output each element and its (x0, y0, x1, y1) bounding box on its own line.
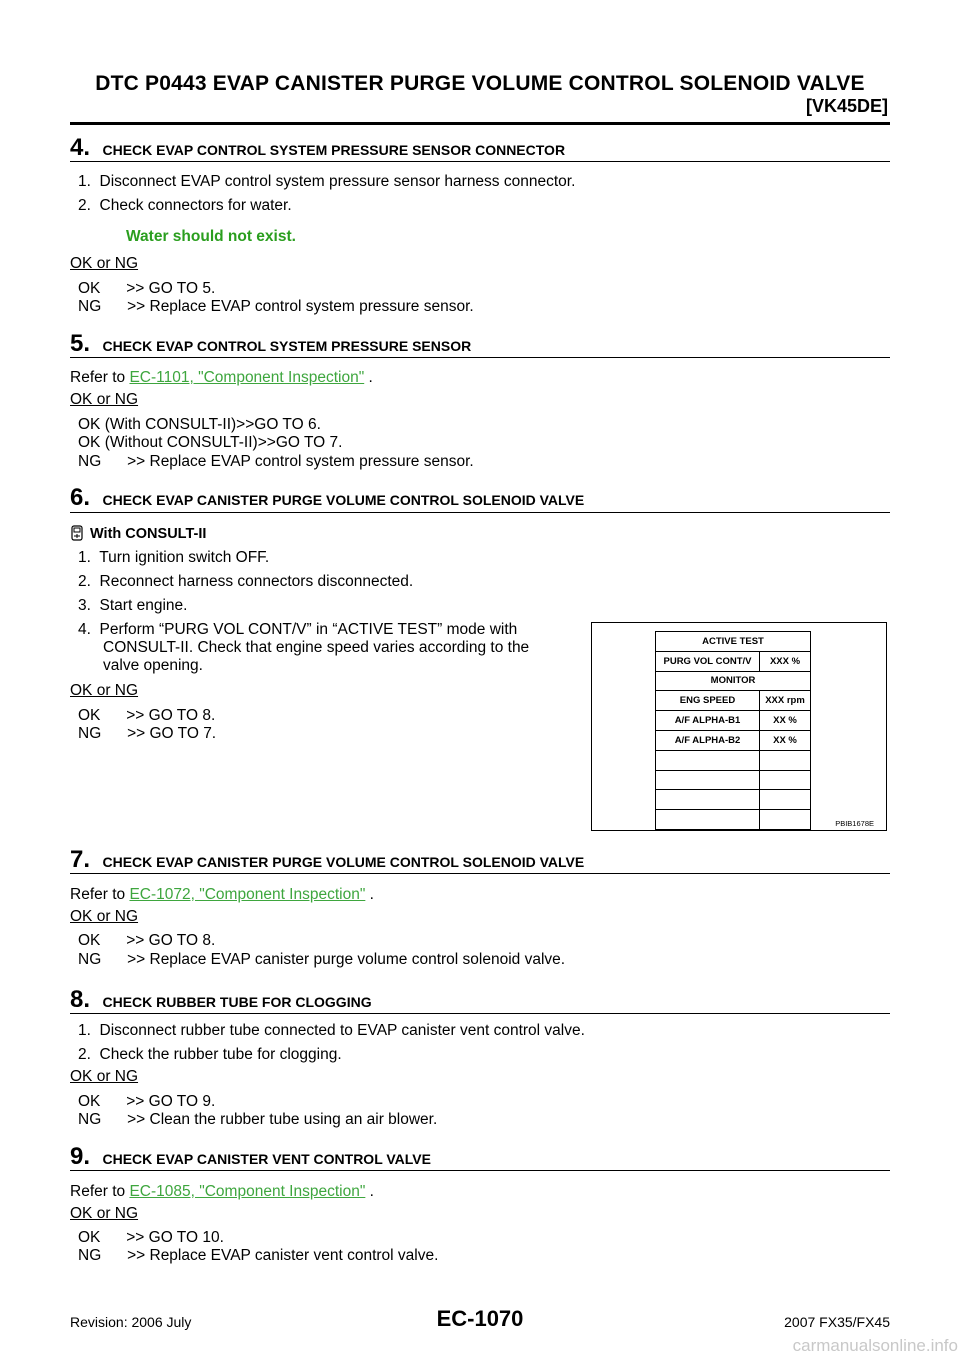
step-4-heading (70, 134, 565, 162)
result-ok: OK (With CONSULT-II)>>GO TO 6. (78, 416, 321, 433)
step-title: CHECK EVAP CONTROL SYSTEM PRESSURE SENSOR CONNECTOR (102, 142, 566, 158)
refer-prefix: Refer to (70, 886, 130, 903)
ok-ng-label: OK or NG (70, 391, 139, 408)
result-ng: NG >> GO TO 7. (78, 725, 217, 742)
step-number: 5. (70, 330, 91, 357)
component-inspection-link[interactable]: EC-1101, "Component Inspection" (129, 369, 365, 386)
refer-line (70, 369, 373, 387)
revision-label: Revision: 2006 July (70, 1314, 192, 1330)
purg-label: PURG VOL CONT/V (656, 651, 760, 671)
refer-line (70, 886, 374, 904)
step-number: 8. (70, 986, 91, 1013)
result-ok: OK (Without CONSULT-II)>>GO TO 7. (78, 434, 343, 451)
result-ng: NG >> Replace EVAP canister vent control valve. (78, 1247, 439, 1264)
empty-cell (760, 810, 811, 830)
ok-ng-label: OK or NG (70, 1068, 139, 1085)
step-6-heading (70, 484, 584, 512)
refer-prefix: Refer to (70, 1183, 130, 1200)
refer-suffix: . (364, 369, 373, 386)
check-note: Water should not exist. (126, 228, 296, 245)
with-consult-text: With CONSULT-II (90, 526, 207, 542)
step-rule (70, 512, 890, 513)
monitor-value: XX % (760, 711, 811, 731)
step-number: 6. (70, 484, 91, 511)
purg-value: XXX % (760, 651, 811, 671)
empty-cell (656, 810, 760, 830)
step-title: CHECK EVAP CANISTER VENT CONTROL VALVE (102, 1151, 431, 1167)
refer-line (70, 1183, 374, 1201)
watermark: carmanualsonline.info (792, 1336, 958, 1355)
step-5-heading (70, 330, 471, 358)
refer-suffix: . (365, 1183, 374, 1200)
model-label: 2007 FX35/FX45 (784, 1314, 890, 1330)
step-item: 4. Perform “PURG VOL CONT/V” in “ACTIVE TEST” mode with (78, 621, 518, 638)
monitor-label: A/F ALPHA-B2 (656, 730, 760, 750)
step-8-heading (70, 986, 372, 1014)
step-item: 1. Disconnect EVAP control system pressure sensor harness connector. (78, 173, 576, 190)
step-item: 2. Reconnect harness connectors disconnected. (78, 573, 414, 590)
step-number: 7. (70, 846, 91, 873)
result-ng: NG >> Clean the rubber tube using an air blower. (78, 1111, 438, 1128)
empty-cell (760, 750, 811, 770)
result-ok: OK >> GO TO 9. (78, 1093, 216, 1110)
step-7-heading (70, 846, 584, 874)
refer-prefix: Refer to (70, 369, 130, 386)
empty-cell (656, 770, 760, 790)
page-number: EC-1070 (436, 1306, 524, 1331)
empty-cell (656, 790, 760, 810)
figure-id: PBIB1678E (835, 819, 874, 828)
ok-ng-label: OK or NG (70, 255, 139, 272)
step-rule (70, 161, 890, 162)
step-number: 4. (70, 134, 91, 161)
empty-cell (760, 790, 811, 810)
result-ng: NG >> Replace EVAP control system pressure sensor. (78, 453, 474, 470)
step-number: 9. (70, 1143, 91, 1170)
step-title: CHECK EVAP CANISTER PURGE VOLUME CONTROL SOLENOID VALVE (102, 854, 585, 870)
ok-ng-label: OK or NG (70, 682, 139, 699)
step-title: CHECK RUBBER TUBE FOR CLOGGING (102, 994, 372, 1010)
monitor-value: XXX rpm (760, 691, 811, 711)
monitor-header: MONITOR (656, 671, 811, 691)
result-ok: OK >> GO TO 8. (78, 932, 216, 949)
active-test-figure (591, 622, 887, 831)
step-rule (70, 873, 890, 874)
header-rule (70, 122, 890, 125)
step-item-cont: valve opening. (103, 657, 203, 674)
step-title: CHECK EVAP CANISTER PURGE VOLUME CONTROL SOLENOID VALVE (102, 492, 585, 508)
refer-suffix: . (365, 886, 374, 903)
component-inspection-link[interactable]: EC-1072, "Component Inspection" (129, 886, 366, 903)
step-item: 2. Check the rubber tube for clogging. (78, 1046, 342, 1063)
step-item-cont: CONSULT-II. Check that engine speed varies according to the (103, 639, 530, 656)
result-ok: OK >> GO TO 10. (78, 1229, 224, 1246)
component-inspection-link[interactable]: EC-1085, "Component Inspection" (129, 1183, 366, 1200)
empty-cell (656, 750, 760, 770)
step-title: CHECK EVAP CONTROL SYSTEM PRESSURE SENSOR (102, 338, 472, 354)
monitor-value: XX % (760, 730, 811, 750)
result-ng: NG >> Replace EVAP control system pressure sensor. (78, 298, 474, 315)
page-subtitle: [VK45DE] (805, 96, 888, 116)
empty-cell (760, 770, 811, 790)
step-item: 3. Start engine. (78, 597, 188, 614)
ok-ng-label: OK or NG (70, 908, 139, 925)
consult-tool-icon (70, 525, 84, 541)
ok-ng-label: OK or NG (70, 1205, 139, 1222)
result-ng: NG >> Replace EVAP canister purge volume control solenoid valve. (78, 951, 566, 968)
step-item: 1. Disconnect rubber tube connected to EVAP canister vent control valve. (78, 1022, 585, 1039)
step-rule (70, 357, 890, 358)
result-ok: OK >> GO TO 5. (78, 280, 216, 297)
page-title: DTC P0443 EVAP CANISTER PURGE VOLUME CONTROL SOLENOID VALVE (95, 72, 865, 95)
with-consult-label (70, 525, 206, 542)
step-9-heading (70, 1143, 431, 1171)
step-rule (70, 1013, 890, 1014)
result-ok: OK >> GO TO 8. (78, 707, 216, 724)
active-test-table (655, 631, 811, 830)
monitor-label: ENG SPEED (656, 691, 760, 711)
step-item: 1. Turn ignition switch OFF. (78, 549, 270, 566)
step-item: 2. Check connectors for water. (78, 197, 292, 214)
step-rule (70, 1170, 890, 1171)
active-test-header: ACTIVE TEST (656, 632, 811, 652)
monitor-label: A/F ALPHA-B1 (656, 711, 760, 731)
